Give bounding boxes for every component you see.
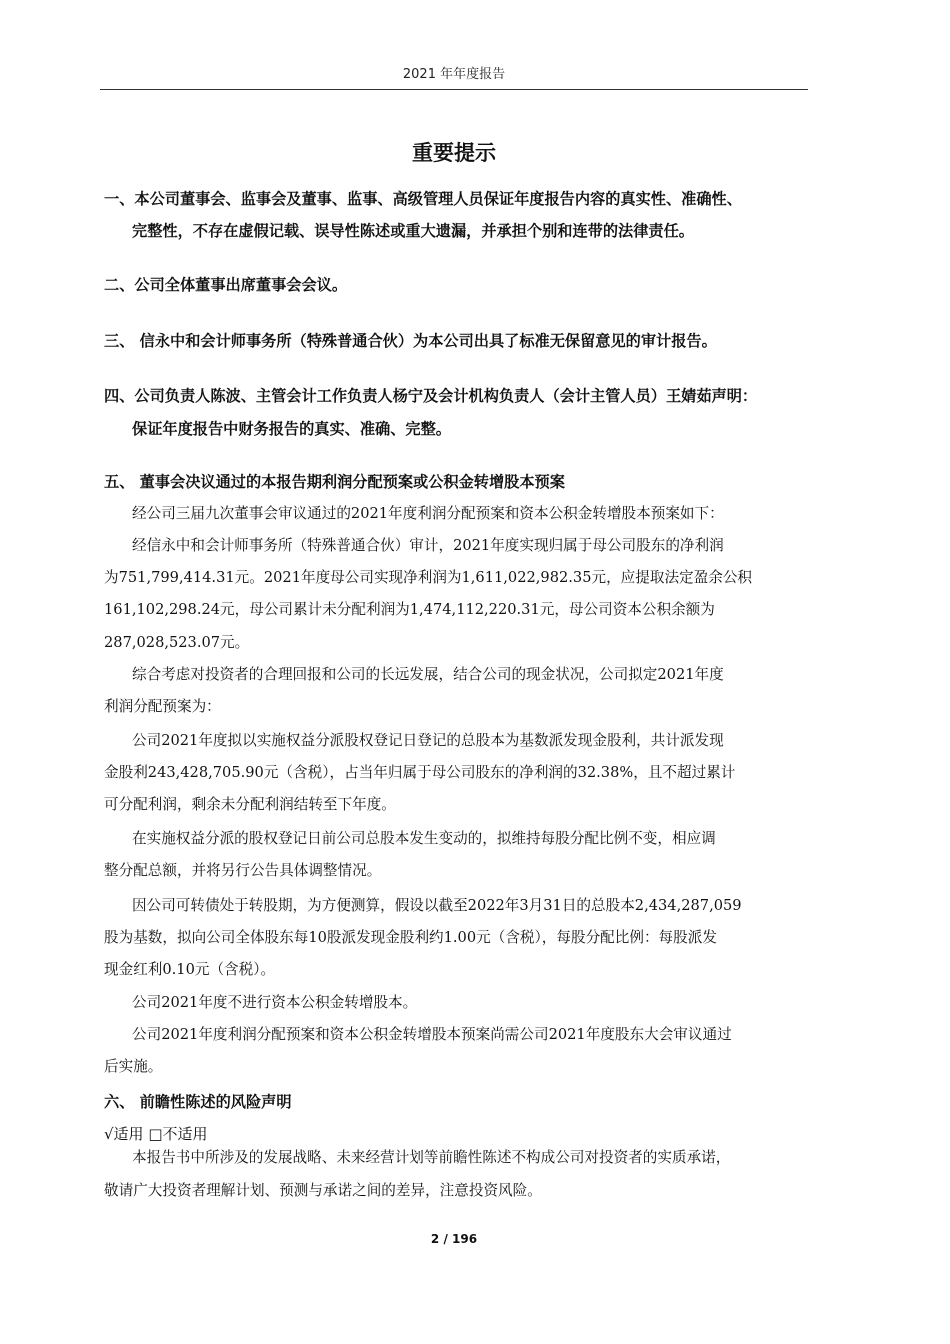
running-header: 2021 年年度报告 [402,67,506,82]
page-title: 重要提示 [412,141,496,165]
section-5-line: 现金红利0.10元（含税）。 [104,961,276,978]
header-divider [100,89,808,90]
item-5-heading: 五、 董事会决议通过的本报告期利润分配预案或公积金转增股本预案 [104,473,565,491]
section-5-line: 综合考虑对投资者的合理回报和公司的长远发展，结合公司的现金状况，公司拟定2021年度 [132,666,724,683]
section-5-line: 金股利243,428,705.90元（含税），占当年归属于母公司股东的净利润的32.38%，且不超过累计 [104,764,736,781]
item-1-line-2: 完整性，不存在虚假记载、误导性陈述或重大遗漏，并承担个别和连带的法律责任。 [132,222,694,240]
section-5-line: 后实施。 [104,1058,163,1075]
section-5-line: 整分配总额，并将另行公告具体调整情况。 [104,862,382,879]
section-5-line: 因公司可转债处于转股期，为方便测算，假设以截至2022年3月31日的总股本2,434,287,059 [132,897,742,914]
section-5-line: 经信永中和会计师事务所（特殊普通合伙）审计，2021年度实现归属于母公司股东的净利润 [132,537,724,554]
item-6-heading: 六、 前瞻性陈述的风险声明 [104,1093,292,1111]
section-5-line: 161,102,298.24元，母公司累计未分配利润为1,474,112,220.31元，母公司资本公积余额为 [104,601,715,618]
item-3: 三、 信永中和会计师事务所（特殊普通合伙）为本公司出具了标准无保留意见的审计报告。 [104,332,717,350]
section-6-line: 本报告书中所涉及的发展战略、未来经营计划等前瞻性陈述不构成公司对投资者的实质承诺， [132,1149,731,1166]
section-5-line: 在实施权益分派的股权登记日前公司总股本发生变动的，拟维持每股分配比例不变，相应调 [132,830,716,847]
applicability-checkbox-row: √适用 □不适用 [104,1125,208,1143]
section-5-line: 公司2021年度利润分配预案和资本公积金转增股本预案尚需公司2021年度股东大会审议通过 [132,1026,732,1043]
section-5-line: 287,028,523.07元。 [104,634,250,651]
section-5-line: 公司2021年度不进行资本公积金转增股本。 [132,994,418,1011]
section-5-line: 为751,799,414.31元。2021年度母公司实现净利润为1,611,022,982.35元，应提取法定盈余公积 [104,569,753,586]
section-5-line: 股为基数，拟向公司全体股东每10股派发现金股利约1.00元（含税），每股分配比例：每股派发 [104,929,717,946]
section-5-line: 可分配利润，剩余未分配利润结转至下年度。 [104,796,396,813]
section-6-line: 敬请广大投资者理解计划、预测与承诺之间的差异，注意投资风险。 [104,1182,542,1199]
item-4-line-1: 四、公司负责人陈波、主管会计工作负责人杨宁及会计机构负责人（会计主管人员）王婧茹声明： [104,387,758,405]
page-number: 2 / 196 [430,1232,478,1246]
section-5-line: 利润分配预案为： [104,698,221,715]
section-5-line: 公司2021年度拟以实施权益分派股权登记日登记的总股本为基数派发现金股利，共计派发现 [132,732,724,749]
item-1-line-1: 一、本公司董事会、监事会及董事、监事、高级管理人员保证年度报告内容的真实性、准确性、 [104,190,742,208]
item-2: 二、公司全体董事出席董事会会议。 [104,276,347,294]
section-5-line: 经公司三届九次董事会审议通过的2021年度利润分配预案和资本公积金转增股本预案如下： [132,505,724,522]
item-4-line-2: 保证年度报告中财务报告的真实、准确、完整。 [132,420,451,438]
